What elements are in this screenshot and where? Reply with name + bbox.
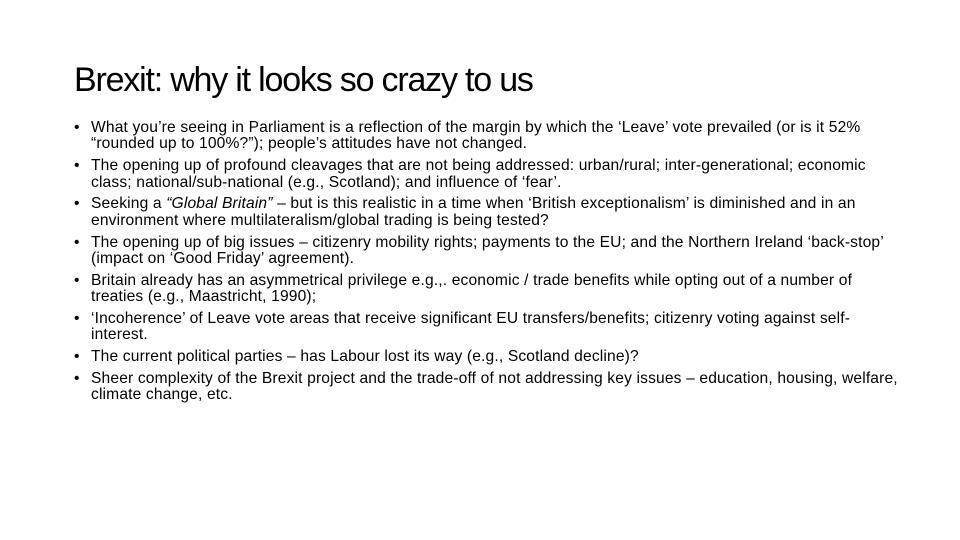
list-item xyxy=(74,235,904,268)
bullet-icon: • xyxy=(74,271,80,289)
bullet-icon: • xyxy=(74,310,80,328)
list-item xyxy=(74,158,904,191)
bullet-text: The current political parties – has Labour lost its way (e.g., Scotland decline)? xyxy=(91,348,639,366)
bullet-text: Britain already has an asymmetrical privilege e.g.,. economic / trade benefits while opting out of a number of treaties (e.g., Maastricht, 1990); xyxy=(91,271,853,306)
bullet-icon: • xyxy=(74,370,80,388)
bullet-icon: • xyxy=(74,157,80,175)
bullet-text-before: Seeking a xyxy=(91,195,167,213)
list-item xyxy=(74,120,904,153)
list-item xyxy=(74,311,904,344)
bullet-emphasis: “Global Britain” xyxy=(166,195,273,213)
list-item xyxy=(74,273,904,306)
bullet-icon: • xyxy=(74,233,80,251)
list-item xyxy=(74,371,904,404)
bullet-text: ‘Incoherence’ of Leave vote areas that receive significant EU transfers/benefits; citizenry voting against self-interest. xyxy=(91,310,851,344)
list-item xyxy=(74,196,904,229)
bullet-icon: • xyxy=(74,348,80,366)
bullet-list xyxy=(74,120,904,409)
bullet-text: The opening up of profound cleavages that are not being addressed: urban/rural; inter-generational; economic class; national/sub-national (e.g., Scotland); and influence of ‘fear’. xyxy=(91,157,866,191)
bullet-text-after: – but is this realistic in a time when ‘British exceptionalism’ is diminished and in an environment where multilateralism/global trading is being tested? xyxy=(91,195,856,229)
slide-title: Brexit: why it looks so crazy to us xyxy=(74,61,533,99)
bullet-text: Sheer complexity of the Brexit project and the trade-off of not addressing key issues – education, housing, welfare, climate change, etc. xyxy=(91,370,898,404)
bullet-icon: • xyxy=(74,195,80,213)
bullet-icon: • xyxy=(74,119,80,136)
bullet-text: The opening up of big issues – citizenry mobility rights; payments to the EU; and the Northern Ireland ‘back-stop’ (impact on ‘Good Friday’ agreement). xyxy=(91,233,884,268)
bullet-text: What you’re seeing in Parliament is a reflection of the margin by which the ‘Leave’ vote prevailed (or is it 52% “rounded up to 100%?”); people’s attitudes have not changed. xyxy=(91,119,861,153)
list-item xyxy=(74,349,904,365)
